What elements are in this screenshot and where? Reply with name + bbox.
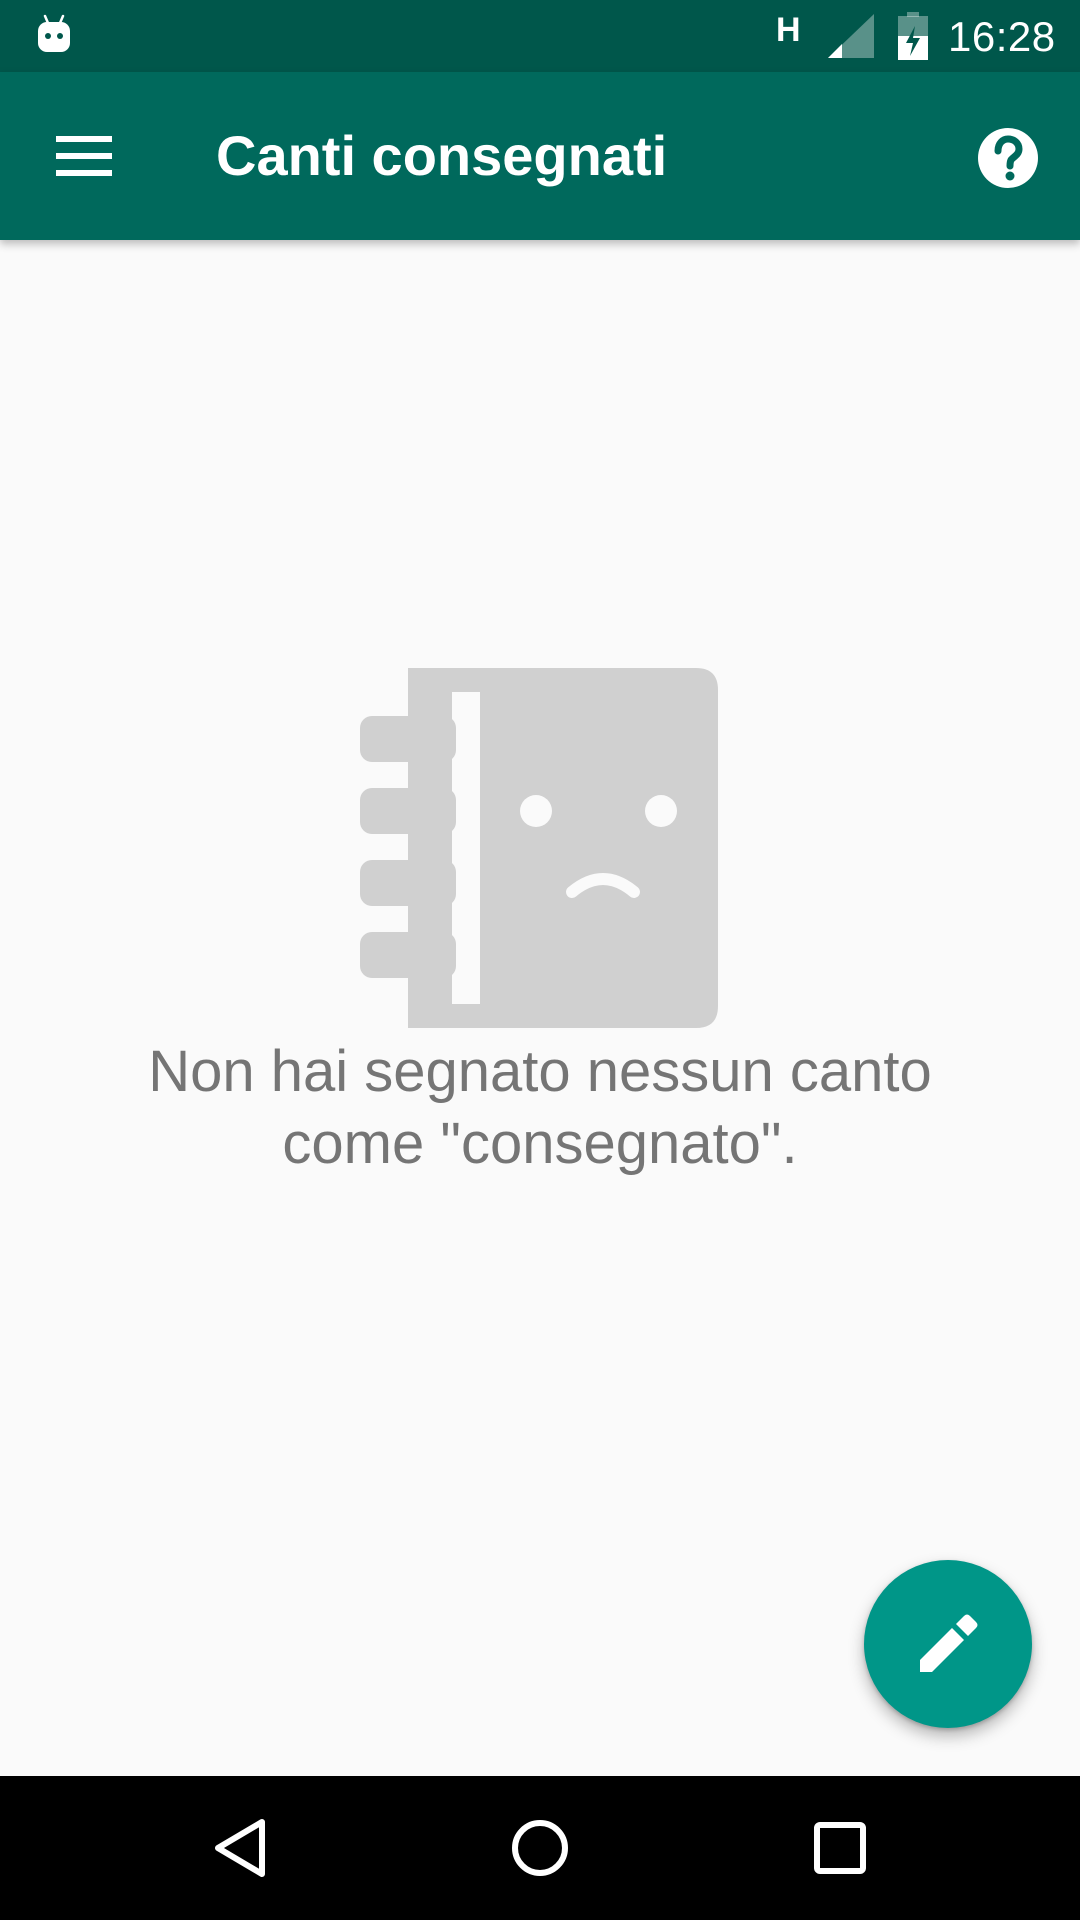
back-button[interactable] xyxy=(190,1798,290,1898)
menu-button[interactable] xyxy=(42,114,126,198)
back-icon xyxy=(212,1818,268,1878)
empty-state-message-line2: come "consegnato". xyxy=(282,1111,798,1176)
edit-fab-button[interactable] xyxy=(864,1560,1032,1728)
battery-charging-icon xyxy=(898,12,928,60)
menu-icon xyxy=(56,134,112,178)
recents-button[interactable] xyxy=(790,1798,890,1898)
edit-pencil-icon xyxy=(918,1614,978,1674)
recents-icon xyxy=(813,1821,867,1875)
status-bar xyxy=(0,0,1080,72)
empty-state-message-line1: Non hai segnato nessun canto xyxy=(148,1039,932,1104)
help-button[interactable] xyxy=(966,116,1050,200)
network-type-label: H xyxy=(776,11,801,49)
empty-state-message xyxy=(90,1036,990,1180)
clock: 16:28 xyxy=(948,13,1056,60)
home-icon xyxy=(510,1818,570,1878)
signal-icon xyxy=(828,14,874,58)
android-icon xyxy=(36,14,72,54)
app-bar xyxy=(0,72,1080,240)
page-title: Canti consegnati xyxy=(216,124,668,187)
sad-notebook-icon xyxy=(356,668,722,1028)
navigation-bar xyxy=(0,1776,1080,1920)
help-icon xyxy=(977,127,1039,189)
home-button[interactable] xyxy=(490,1798,590,1898)
